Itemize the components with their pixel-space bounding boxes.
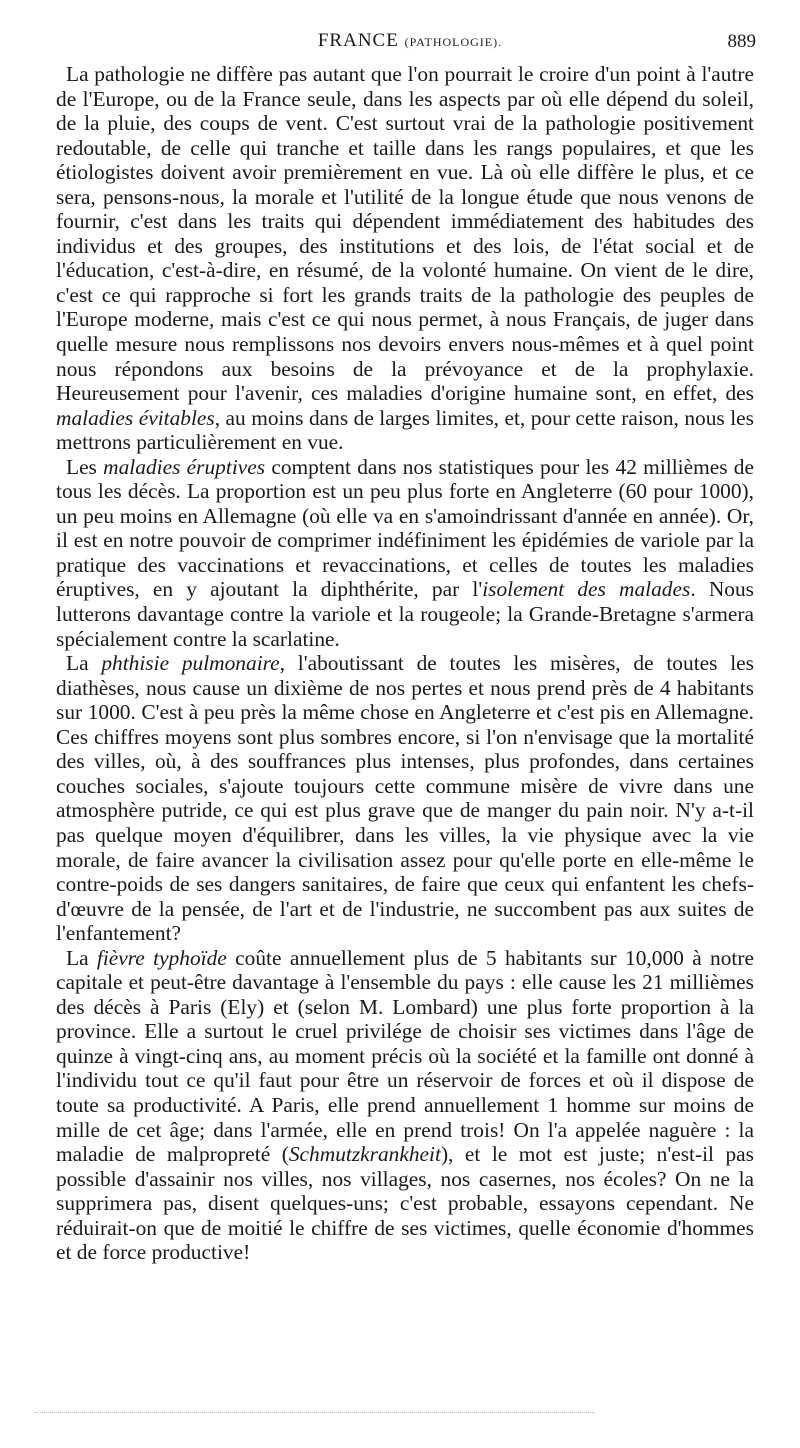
italic-term-schmutzkrankheit: Schmutzkrankheit — [288, 1142, 441, 1167]
text-segment: , au moins dans de larges limites, et, pour cette raison, nous les mettrons particulièrement en vue. — [56, 405, 754, 455]
text-segment: ), et le mot est juste; n'est-il pas possible d'assainir nos villes, nos villages, nos casernes, nos écoles? On ne la supprimera pas, disent quelques-uns; c'est probable, essayons cependant. Ne réduirait-on que de moitié le chiffre de ses victimes, quelle économie d'hommes et de force productive! — [56, 1142, 754, 1265]
running-title-sub: (PATHOLOGIE). — [404, 35, 503, 49]
text-segment: coûte annuellement plus de 5 habitants sur 10,000 à notre capitale et peut-être davantage à l'ensemble du pays : elle cause les 21 millièmes des décès à Paris (Ely) et (selon M. Lombard) une plus forte proportion à la province. Elle a surtout le cruel privilége de choisir ses victimes dans l'âge de quinze à vingt-cinq ans, au moment précis où la société et la famille ont donné à l'individu tout ce qu'il faut pour être un réservoir de forces et où il dispose de toute sa productivité. A Paris, elle prend annuellement 1 homme sur moins de mille de cet âge; dans l'armée, elle en prend trois! On l'a appelée naguère : la maladie de malpropreté ( — [56, 945, 754, 1167]
paragraph-eruptive-diseases — [56, 455, 754, 651]
text-segment: , l'aboutissant de toutes les misères, de toutes les diathèses, nous cause un dixième de nos pertes et nous prend près de 4 habitants sur 1000. C'est à peu près la même chose en Angleterre et c'est pis en Allemagne. Ces chiffres moyens sont plus sombres encore, si l'on n'envisage que la mortalité des villes, où, à des souffrances plus intenses, plus profondes, dans certaines couches sociales, s'ajoute toujours cette commune misère de vivre dans une atmosphère putride, ce qui est plus grave que de manger du pain noir. N'y a-t-il pas quelque moyen d'équilibrer, dans les villes, la vie physique avec la vie morale, de faire avancer la civilisation assez pour qu'elle porte en elle-même le contre-poids de ses dangers sanitaires, de faire que ceux qui enfantent les chefs-d'œuvre de la pensée, de l'art et de l'industrie, ne succombent pas aux suites de l'enfantement? — [56, 651, 754, 946]
text-segment: La — [66, 945, 97, 970]
footer-rule — [35, 1412, 595, 1413]
italic-term-maladies-eruptives: maladies éruptives — [103, 454, 266, 479]
running-head — [60, 30, 760, 56]
body-text — [56, 62, 754, 1265]
paragraph-pathology-intro — [56, 62, 754, 455]
running-title — [60, 30, 760, 52]
running-title-main: FRANCE — [317, 30, 399, 51]
italic-term-isolement: isolement des malades — [482, 577, 691, 602]
paragraph-typhoid — [56, 946, 754, 1265]
italic-term-fievre-typhoide: fièvre typhoïde — [96, 945, 227, 970]
text-segment: Les — [66, 454, 104, 479]
text-segment: comptent dans nos statistiques pour les 42 millièmes de tous les décès. La proportion est un peu plus forte en Angleterre (60 pour 1000), un peu moins en Allemagne (où elle va en s'amoindrissant d'année en année). Or, il est en notre pouvoir de comprimer indéfiniment les épidémies de variole par la pratique des vaccinations et revaccinations, et celles de toutes les maladies éruptives, en y ajoutant la diphthérite, par l' — [56, 454, 754, 602]
italic-term-phthisie: phthisie pulmonaire — [101, 651, 280, 676]
text-segment: La — [66, 651, 102, 676]
text-segment: La pathologie ne diffère pas autant que l'on pourrait le croire d'un point à l'autre de l'Europe, ou de la France seule, dans les aspects par où elle dépend du soleil, de la pluie, des coups de vent. C'est surtout vrai de la pathologie positivement redoutable, de celle qui tranche et taille dans les rangs populaires, et que les étiologistes doivent avoir premièrement en vue. Là où elle diffère le plus, et ce sera, pensons-nous, la morale et l'utilité de la longue étude que nous venons de fournir, c'est dans les traits qui dépendent immédiatement des habitudes des individus et des groupes, des institutions et des lois, de l'état social et de l'éducation, c'est-à-dire, en résumé, de la volonté humaine. On vient de le dire, c'est ce qui rapproche si fort les grands traits de la pathologie des peuples de l'Europe moderne, mais c'est ce qui nous permet, à nous Français, de juger dans quelle mesure nous remplissons nos devoirs envers nous-mêmes et à quel point nous répondons aux besoins de la prévoyance et de la prophylaxie. Heureusement pour l'avenir, ces maladies d'origine humaine sont, en effet, des — [56, 62, 754, 406]
paragraph-phthisis — [56, 651, 754, 946]
italic-term-maladies-evitables: maladies évitables — [56, 405, 215, 430]
text-segment: . Nous lutterons davantage contre la variole et la rougeole; la Grande-Bretagne s'armera spécialement contre la scarlatine. — [56, 577, 754, 651]
page-number: 889 — [727, 31, 756, 52]
